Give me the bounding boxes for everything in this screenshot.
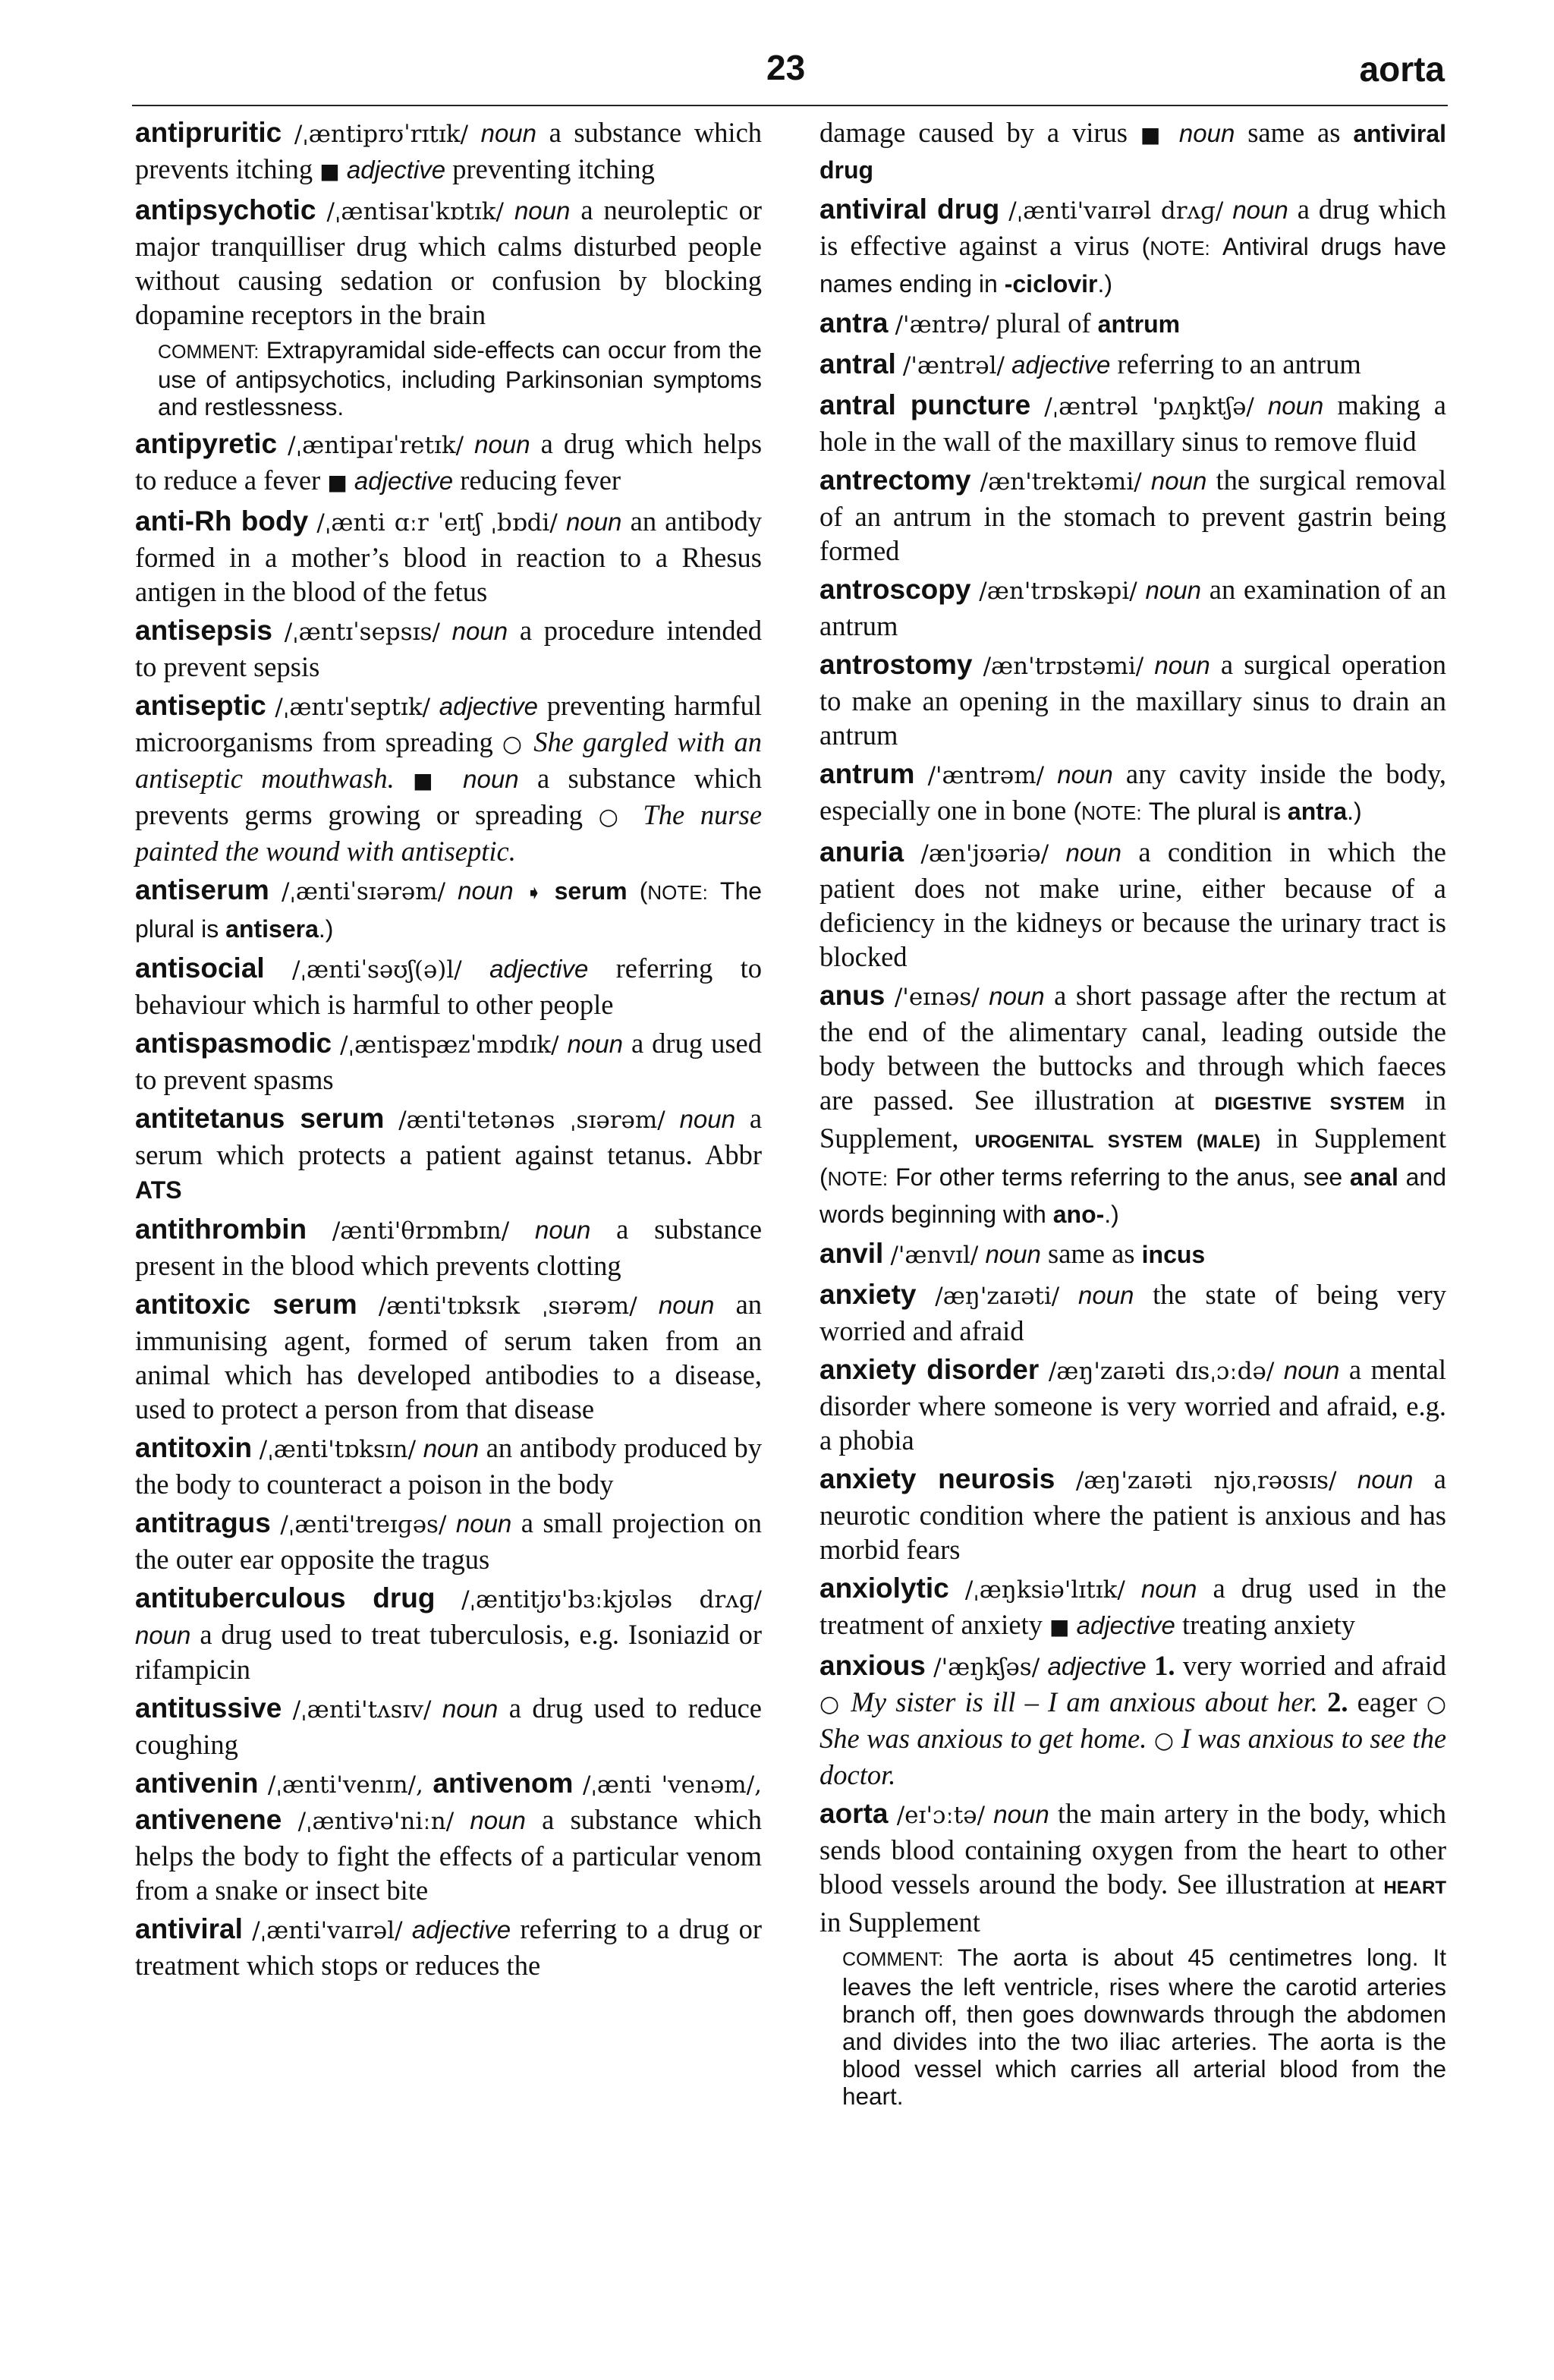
definition: a drug which helps to reduce a fever: [135, 428, 763, 496]
definition: an immunising agent, formed of serum taken from an animal which has developed antibodies to a disease, used to protect a person from that disease: [135, 1289, 763, 1425]
dictionary-entry: antiviral drug /ˌænti'vaɪrəl drʌɡ/ noun a drug which is effective against a virus (NOTE: Antiviral drugs have names ending in -ciclovir.): [819, 194, 1447, 298]
headword: antivenin: [135, 1768, 259, 1799]
headword: antitussive: [135, 1692, 282, 1724]
example-sentence: I was anxious to see the doctor.: [819, 1723, 1447, 1790]
illustration-reference: DIGESTIVE SYSTEM: [1214, 1094, 1405, 1114]
square-bullet-icon: ■: [413, 768, 445, 793]
dictionary-entry: [135, 427, 762, 499]
part-of-speech: noun: [480, 119, 537, 147]
definition: an antibody formed in a mother’s blood in reaction to a Rhesus antigen in the blood of the fetus: [135, 505, 763, 607]
part-of-speech: adjective: [354, 467, 454, 495]
pronunciation: /ænti'tetənəs ˌsɪərəm/: [398, 1107, 665, 1134]
part-of-speech: adjective: [411, 1916, 511, 1944]
cross-reference: antiviral drug: [819, 120, 1447, 184]
headword: antipsychotic: [135, 194, 316, 225]
note-bold-term: antisera: [225, 915, 319, 943]
example-circle-icon: ○: [1426, 1691, 1447, 1717]
part-of-speech: noun: [1057, 760, 1113, 789]
dictionary-entry: [135, 1581, 762, 1686]
part-of-speech: noun: [1232, 196, 1288, 224]
illustration-reference: UROGENITAL SYSTEM (MALE): [974, 1132, 1261, 1152]
square-bullet-icon: ■: [1140, 122, 1167, 147]
note-bold-term: anal: [1349, 1163, 1398, 1191]
definition: a drug used to reduce coughing: [135, 1692, 763, 1760]
pronunciation: /ˌænti'tʌsɪv/: [292, 1696, 432, 1724]
example-circle-icon: ○: [1153, 1727, 1175, 1754]
part-of-speech: adjective: [1047, 1652, 1147, 1680]
headword: anvil: [819, 1238, 884, 1269]
abbreviation: ATS: [135, 1176, 182, 1204]
definition: a substance which prevents germs growing or spreading: [135, 763, 763, 830]
pronunciation: /ˌænti'vaɪrəl drʌɡ/: [1008, 197, 1224, 225]
dictionary-entry: [135, 951, 762, 1022]
headword: antrum: [819, 758, 915, 789]
example-circle-icon: ○: [819, 1691, 842, 1717]
pronunciation: /'æntrəm/: [927, 762, 1045, 789]
headword: anxiety: [819, 1279, 917, 1310]
headword: antipruritic: [135, 117, 282, 148]
dictionary-entry: [135, 1912, 762, 1982]
definition: in Supplement,: [819, 1085, 1446, 1154]
dictionary-entry: [135, 115, 762, 188]
pronunciation: /ˌæŋksiə'lɪtɪk/: [964, 1576, 1125, 1604]
pronunciation: /æn'trɒstəmi/: [983, 653, 1144, 680]
pronunciation: /'æntrəl/: [902, 352, 1005, 379]
dictionary-entry: [819, 1277, 1446, 1348]
comment-box: [842, 1944, 1446, 2110]
headword: aorta: [819, 1798, 889, 1829]
definition: damage caused by a virus: [819, 117, 1128, 148]
headword: anxiolytic: [819, 1572, 949, 1604]
note-end: .): [1104, 1201, 1119, 1228]
cross-reference: antrum: [1097, 310, 1181, 338]
headword: antipyretic: [135, 428, 278, 459]
headword: anxiety neurosis: [819, 1463, 1055, 1494]
headword: antral puncture: [819, 389, 1031, 420]
part-of-speech: noun: [1178, 119, 1235, 147]
comment-text: The aorta is about 45 centimetres long. It leaves the left ventricle, rises where the carotid arteries branch off, then goes downwards through the abdomen and divides into the two iliac arteries. The aorta is the blood vessel which carries all arterial blood from the heart.: [842, 1944, 1446, 2110]
part-of-speech: noun: [989, 982, 1045, 1010]
headword: anxious: [819, 1650, 926, 1681]
headword: anuria: [819, 836, 904, 867]
comment-text: Extrapyramidal side-effects can occur from the use of antipsychotics, including Parkinsonian symptoms and restlessness.: [158, 336, 762, 420]
dictionary-entry: [819, 1648, 1446, 1792]
headword: antispasmodic: [135, 1028, 332, 1059]
dictionary-entry: [819, 1796, 1446, 1939]
pronunciation: /æn'trɒskəpi/: [979, 578, 1137, 605]
dictionary-entry: [819, 1236, 1446, 1273]
pronunciation: /ˌæntɪˈsepsɪs/: [284, 619, 440, 646]
definition: preventing itching: [452, 153, 655, 184]
example-sentence: She gargled with an antiseptic mouthwash.: [135, 726, 763, 794]
pronunciation: /æn'jʊəriə/: [920, 840, 1049, 867]
headword: antitoxin: [135, 1432, 253, 1463]
definition: any cavity inside the body, especially one in bone: [819, 758, 1446, 826]
part-of-speech: noun: [455, 1510, 512, 1538]
definition: a procedure intended to prevent sepsis: [135, 615, 763, 682]
pronunciation: /æŋ'zaɪəti dɪsˌɔːdə/: [1048, 1358, 1275, 1385]
sense-number: 2.: [1327, 1686, 1348, 1717]
part-of-speech: noun: [993, 1800, 1049, 1828]
definition: a substance which helps the body to fight the effects of a particular venom from a snake or insect bite: [135, 1804, 762, 1906]
headword: antiseptic: [135, 690, 266, 721]
pronunciation: /eɪ'ɔːtə/: [896, 1802, 986, 1829]
example-sentence: The nurse painted the wound with antiseptic.: [135, 799, 763, 867]
part-of-speech: noun: [534, 1216, 591, 1244]
definition: an examination of an antrum: [819, 574, 1446, 641]
comment-label: COMMENT:: [842, 1949, 944, 1970]
example-sentence: My sister is ill – I am anxious about her.: [851, 1686, 1318, 1717]
part-of-speech: adjective: [346, 156, 446, 184]
part-of-speech: adjective: [1076, 1611, 1175, 1639]
definition: referring to an antrum: [1117, 348, 1361, 379]
definition: an antibody produced by the body to counteract a poison in the body: [135, 1432, 763, 1500]
note-text: and words beginning with: [819, 1163, 1447, 1228]
note-label: NOTE:: [1081, 801, 1142, 824]
headword: antra: [819, 307, 889, 338]
headword: antrectomy: [819, 464, 971, 496]
dictionary-entry: [135, 1691, 762, 1761]
dictionary-entry: [135, 1506, 762, 1576]
note-text: Antiviral drugs have names ending in: [819, 233, 1447, 298]
part-of-speech: noun: [1357, 1465, 1414, 1494]
variant-headword: antivenom: [433, 1768, 574, 1799]
part-of-speech: noun: [514, 197, 571, 225]
example-circle-icon: ○: [502, 731, 525, 757]
dictionary-entry: anus /'eɪnəs/ noun a short passage after the rectum at the end of the alimentary canal, leading outside the body between the buttocks and through which faeces are passed. See illustration at DIGESTIVE SYSTEM in Supplement, UROGENITAL SYSTEM (MALE) in Supplement (NOTE: For other terms referring to the anus, see anal and words beginning with ano-.): [819, 980, 1447, 1228]
cross-reference: serum: [554, 877, 628, 905]
headword: antisepsis: [135, 615, 272, 646]
part-of-speech: noun: [1065, 839, 1121, 867]
definition: a mental disorder where someone is very worried and afraid, e.g. a phobia: [819, 1354, 1446, 1456]
definition: reducing fever: [460, 464, 621, 496]
pronunciation: /æŋ'zaɪəti njʊˌrəʊsɪs/: [1075, 1467, 1337, 1494]
definition: referring to a drug or treatment which stops or reduces the: [135, 1913, 763, 1981]
dictionary-entry: [135, 1026, 762, 1097]
page-number: 23: [766, 48, 806, 87]
illustration-reference: HEART: [1383, 1878, 1446, 1898]
pronunciation: /ˌæntivə'niːn/: [297, 1808, 455, 1835]
definition: a drug used to prevent spasms: [135, 1028, 763, 1095]
dictionary-entry: [819, 388, 1446, 458]
definition: treating anxiety: [1182, 1609, 1356, 1640]
part-of-speech: noun: [463, 765, 519, 793]
dictionary-entry-continued: [819, 115, 1446, 187]
example-sentence: She was anxious to get home.: [819, 1723, 1147, 1754]
definition: eager: [1357, 1686, 1417, 1717]
definition: preventing harmful microorganisms from spreading: [135, 690, 763, 757]
pronunciation: /ˌænti'vaɪrəl/: [252, 1917, 403, 1944]
definition: same as: [1247, 117, 1341, 148]
headword: antrostomy: [819, 649, 973, 680]
pronunciation: /'æntrə/: [895, 311, 989, 338]
pronunciation: /ˌæntispæzˈmɒdɪk/: [340, 1031, 559, 1059]
note-end: .): [1347, 798, 1362, 825]
definition: very worried and afraid: [1182, 1650, 1447, 1681]
part-of-speech: noun: [1145, 576, 1201, 604]
pronunciation: /æn'trektəmi/: [980, 468, 1142, 496]
note-text: The plural is: [135, 877, 763, 943]
part-of-speech: noun: [1283, 1356, 1340, 1384]
dictionary-entry: [819, 1571, 1446, 1644]
pronunciation: /ˌæntisaɪˈkɒtɪk/: [326, 198, 504, 225]
dictionary-entry: [135, 1101, 762, 1207]
pronunciation: /ˌænti'treɪɡəs/: [280, 1511, 447, 1538]
definition: a drug which is effective against a virus: [819, 194, 1446, 261]
pronunciation: /ˌæntɪˈseptɪk/: [275, 694, 431, 721]
headword: antiviral: [135, 1913, 243, 1944]
cross-reference: incus: [1141, 1241, 1206, 1268]
pronunciation: /æŋ'zaɪəti/: [935, 1283, 1060, 1310]
pronunciation: /ˌænti 'venəm/,: [582, 1771, 762, 1799]
part-of-speech: noun: [985, 1240, 1041, 1268]
dictionary-entry: [819, 347, 1446, 383]
pronunciation: /'eɪnəs/: [894, 984, 980, 1011]
headword: antisocial: [135, 952, 265, 984]
definition: a neurotic condition where the patient is anxious and has morbid fears: [819, 1463, 1446, 1565]
pronunciation: /ˌæntiˈsəʊʃ(ə)l/: [292, 956, 462, 984]
pronunciation: /ˌænti'venɪn/,: [267, 1771, 423, 1799]
pronunciation: /ˌænti'tɒksɪn/: [259, 1436, 417, 1463]
pronunciation: /ˌæntitjʊ'bɜːkjʊləs drʌɡ/: [461, 1586, 762, 1613]
part-of-speech: adjective: [439, 692, 539, 720]
headword: antitetanus serum: [135, 1103, 385, 1134]
part-of-speech: noun: [679, 1105, 735, 1133]
square-bullet-icon: ■: [327, 470, 348, 495]
note-text: For other terms referring to the anus, see: [895, 1163, 1350, 1191]
left-column: [135, 115, 762, 1987]
pronunciation: /ænti'tɒksɪk ˌsɪərəm/: [378, 1292, 637, 1320]
dictionary-entry: [135, 193, 762, 332]
comment-label: COMMENT:: [158, 342, 260, 363]
definition: making a hole in the wall of the maxillary sinus to remove fluid: [819, 389, 1447, 457]
part-of-speech: noun: [566, 508, 622, 536]
headword: antiviral drug: [819, 194, 1000, 225]
part-of-speech: noun: [1154, 651, 1210, 679]
example-circle-icon: ○: [598, 804, 628, 830]
variant-headword: antivenene: [135, 1804, 282, 1835]
note-label: NOTE:: [647, 881, 708, 904]
definition: a drug used in the treatment of anxiety: [819, 1572, 1447, 1640]
dictionary-entry: [135, 688, 762, 868]
part-of-speech: noun: [423, 1434, 480, 1462]
definition: the surgical removal of an antrum in the stomach to prevent gastrin being formed: [819, 464, 1446, 566]
definition: a drug used to treat tuberculosis, e.g. Isoniazid or rifampicin: [135, 1619, 763, 1685]
definition: the state of being very worried and afraid: [819, 1279, 1446, 1346]
definition: plural of: [996, 307, 1091, 338]
note-bold-term: ano-: [1052, 1201, 1105, 1228]
headword: antroscopy: [819, 574, 971, 605]
pronunciation: /ˌænti ɑːr ˈeɪtʃ ˌbɒdi/: [316, 509, 558, 537]
part-of-speech: noun: [1077, 1281, 1134, 1309]
note-end: .): [318, 915, 334, 943]
dictionary-entry: [135, 1766, 762, 1907]
guide-word: aorta: [1359, 49, 1445, 89]
definition: in Supplement: [819, 1906, 980, 1938]
definition: in Supplement: [1276, 1122, 1446, 1154]
definition: a short passage after the rectum at the end of the alimentary canal, leading outside the body between the buttocks and through which faeces are passed. See illustration at: [819, 980, 1446, 1116]
dictionary-entry: [819, 835, 1446, 974]
definition: a serum which protects a patient against tetanus. Abbr: [135, 1103, 763, 1170]
headword: antituberculous drug: [135, 1582, 436, 1613]
definition: the main artery in the body, which sends blood containing oxygen from the heart to other blood vessels around the body. See illustration at: [819, 1798, 1447, 1900]
headword: antitoxic serum: [135, 1289, 357, 1320]
note-end: .): [1097, 270, 1112, 298]
headword: antithrombin: [135, 1214, 307, 1245]
cross-reference-arrow-icon: ➧: [525, 882, 543, 905]
pronunciation: /'ænvɪl/: [890, 1242, 979, 1269]
part-of-speech: noun: [658, 1291, 715, 1319]
dictionary-entry: [135, 613, 762, 684]
dictionary-entry: [135, 1212, 762, 1283]
headword: antiserum: [135, 874, 269, 905]
dictionary-entry: [819, 1462, 1446, 1566]
comment-box: [158, 336, 762, 420]
part-of-speech: noun: [1140, 1575, 1197, 1603]
definition: a condition in which the patient does not make urine, either because of a deficiency in the kidneys or because the urinary tract is blocked: [819, 836, 1447, 972]
part-of-speech: noun: [567, 1030, 623, 1058]
dictionary-entry: [819, 463, 1446, 568]
dictionary-entry: [819, 306, 1446, 342]
note-bold-term: antra: [1287, 798, 1348, 825]
note-text: The plural is: [1148, 798, 1288, 825]
dictionary-entry: [135, 1431, 762, 1501]
pronunciation: /'æŋkʃəs/: [933, 1654, 1040, 1681]
part-of-speech: noun: [442, 1695, 499, 1723]
part-of-speech: adjective: [489, 955, 589, 983]
pronunciation: /ˌæntipaɪˈretɪk/: [288, 432, 464, 459]
dictionary-entry: antiserum /ˌæntiˈsɪərəm/ noun ➧ serum (NOTE: The plural is antisera.): [135, 874, 763, 943]
definition: a surgical operation to make an opening in the maxillary sinus to drain an antrum: [819, 649, 1447, 751]
note-label: NOTE:: [1150, 237, 1210, 260]
pronunciation: /ˌæntiˈsɪərəm/: [281, 878, 446, 905]
part-of-speech: adjective: [1011, 351, 1111, 379]
dictionary-entry: [135, 1287, 762, 1426]
part-of-speech: noun: [458, 877, 514, 905]
pronunciation: /ˌæntrəl 'pʌŋktʃə/: [1044, 393, 1254, 420]
headword: anti-Rh body: [135, 505, 309, 537]
definition: referring to behaviour which is harmful to other people: [135, 952, 763, 1020]
header-rule: [132, 105, 1448, 106]
headword: anus: [819, 980, 886, 1011]
part-of-speech: noun: [1267, 392, 1324, 420]
dictionary-entry: [819, 647, 1446, 752]
headword: antitragus: [135, 1507, 271, 1538]
pronunciation: /ˌæntiprʊˈrɪtɪk/: [294, 121, 469, 148]
definition: a substance which prevents itching: [135, 117, 763, 184]
right-column: [819, 115, 1446, 2116]
definition: a substance present in the blood which prevents clotting: [135, 1214, 763, 1281]
pronunciation: /ænti'θrɒmbɪn/: [332, 1217, 510, 1245]
dictionary-entry: [819, 1352, 1446, 1457]
part-of-speech: noun: [451, 617, 508, 645]
dictionary-entry: [135, 504, 762, 609]
definition: same as: [1047, 1238, 1135, 1269]
headword: anxiety disorder: [819, 1354, 1040, 1385]
part-of-speech: noun: [1150, 467, 1207, 495]
definition: a small projection on the outer ear opposite the tragus: [135, 1507, 762, 1575]
part-of-speech: noun: [470, 1806, 526, 1834]
dictionary-entry: [819, 572, 1446, 643]
headword: antral: [819, 348, 896, 379]
part-of-speech: noun: [474, 430, 530, 458]
square-bullet-icon: ■: [319, 159, 340, 184]
sense-number: 1.: [1154, 1650, 1175, 1681]
definition: a neuroleptic or major tranquilliser drug which calms disturbed people without causing sedation or confusion by blocking dopamine receptors in the brain: [135, 194, 763, 330]
note-bold-term: -ciclovir: [1004, 270, 1098, 298]
square-bullet-icon: ■: [1049, 1614, 1070, 1639]
part-of-speech: noun: [135, 1621, 191, 1649]
dictionary-entry: antrum /'æntrəm/ noun any cavity inside the body, especially one in bone (NOTE: The plural is antra.): [819, 758, 1446, 826]
note-label: NOTE:: [827, 1167, 889, 1190]
